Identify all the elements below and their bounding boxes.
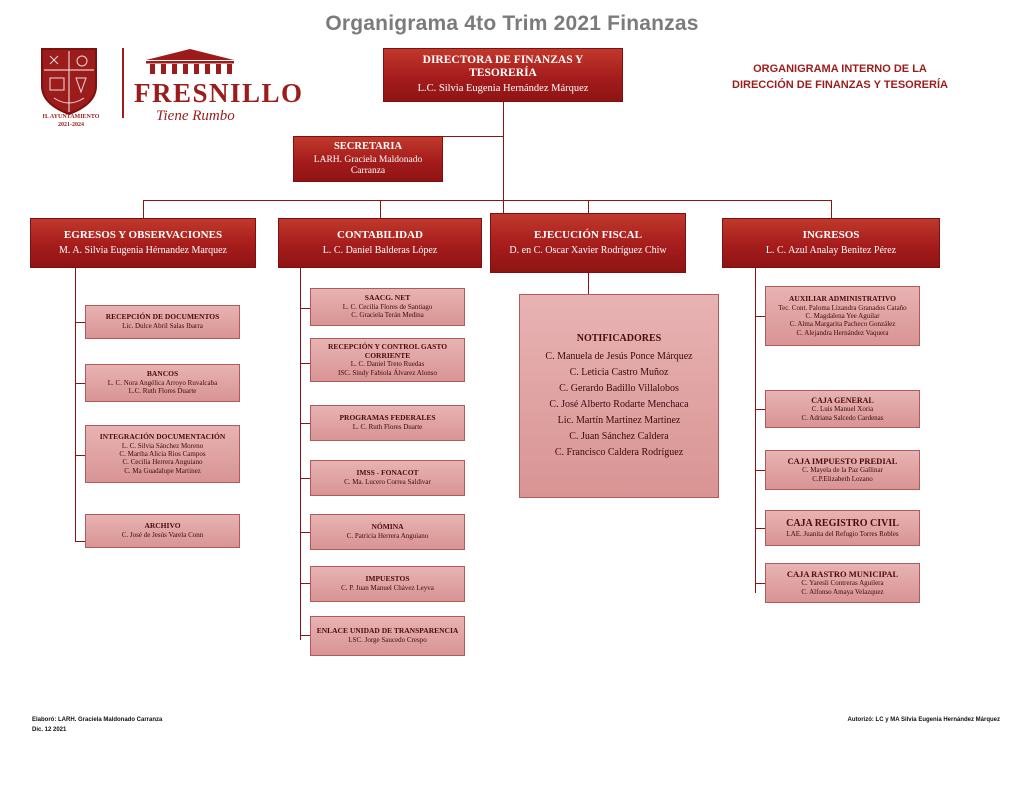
node-name: C. Yaresli Contreras Aguilera <box>801 579 884 588</box>
node-caja-impuesto-predial[interactable] <box>765 450 920 490</box>
node-name: C. Ma Guadalupe Martinez <box>124 466 201 475</box>
wordmark-text: FRESNILLO <box>134 78 304 108</box>
connector <box>380 200 381 218</box>
node-impuestos[interactable] <box>310 566 465 602</box>
connector <box>300 635 310 636</box>
connector <box>75 268 76 542</box>
node-name: C. Magdalena Yee Aguilar <box>805 311 880 320</box>
connector <box>588 273 589 294</box>
node-name: C. Alfonso Amaya Velazquez <box>801 587 884 596</box>
node-title: CAJA REGISTRO CIVIL <box>786 518 899 530</box>
node-name: C. Alejandra Hernández Vaquera <box>796 328 889 337</box>
node-title: BANCOS <box>146 369 179 379</box>
footer-left <box>32 716 372 735</box>
node-name: ISC. Sindy Fabiola Álvarez Alonso <box>338 368 437 377</box>
shield-caption <box>30 114 112 129</box>
right-heading-line2: DIRECCIÓN DE FINANZAS Y TESORERÍA <box>732 78 948 91</box>
connector <box>300 308 310 309</box>
wordmark-slogan: Tiene Rumbo <box>156 108 235 124</box>
node-name: C. Martha Alicia Rios Campos <box>119 449 206 458</box>
node-ingresos-title: INGRESOS <box>802 229 860 242</box>
node-title: INTEGRACIÓN DOCUMENTACIÓN <box>99 431 226 441</box>
coat-of-arms-icon <box>38 46 100 116</box>
connector <box>300 478 310 479</box>
footer-date: Dic. 12 2021 <box>32 726 67 733</box>
node-title: ENLACE UNIDAD DE TRANSPARENCIA <box>316 626 459 636</box>
node-egresos-title: EGRESOS Y OBSERVACIONES <box>63 229 223 242</box>
node-name: C. José de Jesús Varela Conn <box>121 531 204 540</box>
right-heading <box>690 62 990 94</box>
node-name: C. José Alberto Rodarte Menchaca <box>549 398 689 410</box>
node-secretaria[interactable] <box>293 136 443 182</box>
node-contabilidad-title: CONTABILIDAD <box>337 229 423 242</box>
node-ingresos[interactable] <box>722 218 940 268</box>
connector <box>503 136 504 218</box>
node-caja-registro-civil[interactable] <box>765 510 920 546</box>
footer-elaborado: Elaboró: LARH. Graciela Maldonado Carranza <box>32 717 163 723</box>
node-name: L. C. Daniel Treto Ruedas <box>350 360 425 369</box>
footer-right <box>700 716 1000 726</box>
node-title: IMPUESTOS <box>365 574 410 584</box>
node-name: C. Alma Margarita Pacheco González <box>789 320 896 329</box>
node-recepcion-control-gasto-corriente[interactable] <box>310 338 465 382</box>
connector <box>300 583 310 584</box>
connector <box>300 423 310 424</box>
connector <box>443 136 504 137</box>
connector <box>75 322 85 323</box>
node-name: C. Francisco Caldera Rodríguez <box>554 446 684 458</box>
node-title: CAJA RASTRO MUNICIPAL <box>786 568 899 579</box>
node-title: NÓMINA <box>371 522 404 532</box>
node-name: C. Graciela Terán Medina <box>351 311 424 320</box>
node-enlace-unidad-transparencia[interactable] <box>310 616 465 656</box>
connector <box>143 200 144 218</box>
connector <box>755 528 765 529</box>
node-name: Lic. Martín Martinez Martinez <box>557 414 681 426</box>
node-integracion-documentacion[interactable] <box>85 425 240 483</box>
node-director[interactable] <box>383 48 623 102</box>
node-ejecucion-name: D. en C. Oscar Xavier Rodríguez Chiw <box>509 244 667 256</box>
node-title: RECEPCIÓN Y CONTROL GASTO CORRIENTE <box>327 341 448 360</box>
node-name: LSC. Jorge Saucedo Crespo <box>348 636 427 645</box>
node-title: ARCHIVO <box>144 521 181 531</box>
node-director-title: DIRECTORA DE FINANZAS Y TESORERÍA <box>422 53 584 80</box>
logo-divider <box>122 48 124 118</box>
node-nomina[interactable] <box>310 514 465 550</box>
node-title: CAJA GENERAL <box>811 396 874 406</box>
page-title: Organigrama 4to Trim 2021 Finanzas <box>325 12 699 35</box>
right-heading-line1: ORGANIGRAMA INTERNO DE LA <box>753 63 927 75</box>
logo-block <box>30 44 304 134</box>
node-programas-federales[interactable] <box>310 405 465 441</box>
node-title: PROGRAMAS FEDERALES <box>339 413 436 423</box>
node-title: AUXILIAR ADMINISTRATIVO <box>788 293 897 303</box>
connector <box>300 268 301 640</box>
node-caja-rastro-municipal[interactable] <box>765 563 920 603</box>
node-name: LAE. Juanita del Refugio Torres Robles <box>786 529 899 538</box>
node-recepcion-documentos[interactable] <box>85 305 240 339</box>
node-name: C. Ma. Lucero Correa Saldivar <box>344 478 431 487</box>
node-name: C. Luis Manuel Xoria <box>811 405 874 414</box>
node-ejecucion-title: EJECUCIÓN FISCAL <box>534 229 642 242</box>
node-name: L. C. Nora Angélica Arroyo Ruvalcaba <box>107 378 218 387</box>
node-archivo[interactable] <box>85 514 240 548</box>
node-egresos[interactable] <box>30 218 256 268</box>
connector <box>300 532 310 533</box>
node-name: C. Leticia Castro Muñoz <box>569 366 669 378</box>
footer-autorizado: Autorizó: LC y MA Silvia Eugenia Hernández Márquez <box>847 717 1000 723</box>
connector <box>755 409 765 410</box>
node-notificadores[interactable] <box>519 294 719 498</box>
connector <box>75 383 85 384</box>
node-name: L. C. Ruth Flores Duarte <box>352 423 423 432</box>
connector <box>755 470 765 471</box>
connector <box>75 455 85 456</box>
node-name: Tec. Cont. Paloma Lizandra Granados Cataño <box>778 303 907 312</box>
connector <box>755 583 765 584</box>
node-name: L. C. Cecilia Flores de Santiago <box>342 302 433 311</box>
node-name: C. Juan Sánchez Caldera <box>569 430 669 442</box>
node-caja-general[interactable] <box>765 390 920 428</box>
node-title: SAACG. NET <box>364 293 411 303</box>
node-name: C. Adriana Salcedo Cardenas <box>801 413 884 422</box>
building-icon <box>142 48 238 74</box>
node-contabilidad-name: L. C. Daniel Balderas López <box>322 244 438 256</box>
node-egresos-name: M. A. Silvia Eugenia Hérnandez Marquez <box>58 244 227 256</box>
node-name: C. Patricia Herrera Anguiano <box>346 532 429 541</box>
node-auxiliar-administrativo[interactable] <box>765 286 920 346</box>
connector <box>755 316 765 317</box>
node-director-name: L.C. Silvia Eugenia Hernández Márquez <box>417 83 589 95</box>
shield-caption-line1: H. AYUNTAMIENTO <box>42 114 100 120</box>
node-bancos[interactable] <box>85 364 240 402</box>
node-name: L. C. Silvia Sánchez Moreno <box>121 441 204 450</box>
node-contabilidad[interactable] <box>278 218 482 268</box>
connector <box>75 541 85 542</box>
node-name: C. P. Juan Manuel Chávez Leyva <box>341 584 434 593</box>
connector <box>300 363 310 364</box>
node-imss-fonacot[interactable] <box>310 460 465 496</box>
shield-caption-line2: 2021-2024 <box>58 121 84 128</box>
connector <box>831 200 832 218</box>
node-ingresos-name: L. C. Azul Analay Benitez Pérez <box>765 244 897 256</box>
node-ejecucion-fiscal[interactable] <box>490 213 686 273</box>
node-name: C. Cecilia Herrera Anguiano <box>122 458 203 467</box>
node-name: C. Manuela de Jesús Ponce Márquez <box>545 350 693 362</box>
node-secretaria-name: LARH. Graciela Maldonado Carranza <box>313 154 423 177</box>
node-name: Lic. Dulce Abril Salas Ibarra <box>122 322 203 331</box>
node-title: NOTIFICADORES <box>576 333 662 345</box>
node-name: C. Gerardo Badillo Villalobos <box>559 382 679 394</box>
node-title: IMSS - FONACOT <box>356 468 419 478</box>
connector <box>143 200 831 201</box>
node-name: L.C. Ruth Flores Duarte <box>128 387 197 396</box>
node-title: CAJA IMPUESTO PREDIAL <box>787 455 898 466</box>
connector <box>503 102 504 136</box>
wordmark <box>134 48 304 125</box>
node-secretaria-title: SECRETARIA <box>333 140 403 152</box>
node-name: C.P.Elizabeth Lozano <box>812 474 873 483</box>
node-saacg-net[interactable] <box>310 288 465 326</box>
node-name: C. Mayela de la Paz Gallinar <box>802 466 883 475</box>
node-title: RECEPCIÓN DE DOCUMENTOS <box>105 312 220 322</box>
